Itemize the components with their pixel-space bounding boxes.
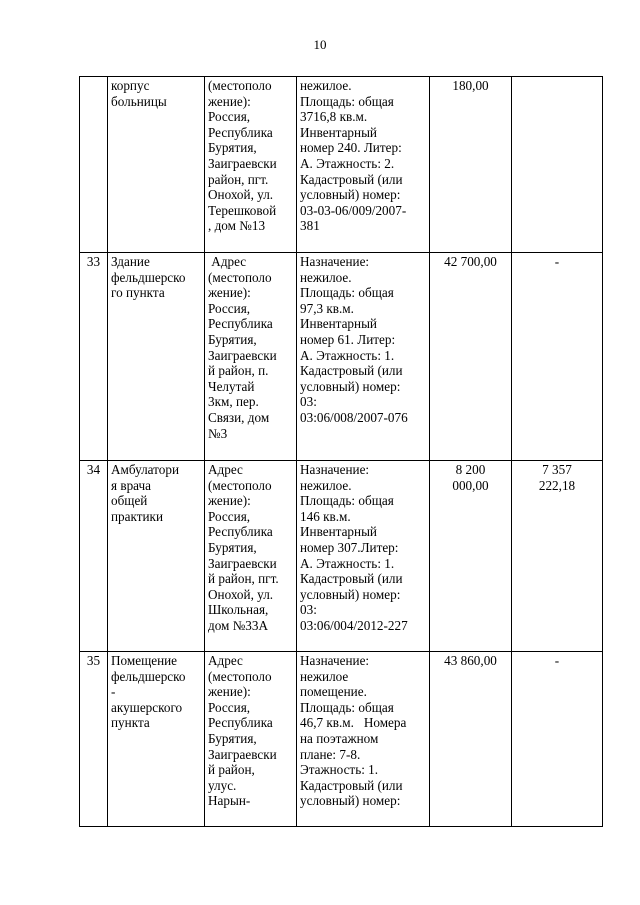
description-cell: Назначение: нежилое помещение. Площадь: общая 46,7 кв.м. Номера на поэтажном плане: 7-8. Этажность: 1. Кадастровый (или условный) номер:: [297, 652, 430, 827]
row-number-cell: 33: [80, 253, 108, 461]
residual-value-cell: -: [512, 652, 603, 827]
object-name-cell: Здание фельдшерско го пункта: [108, 253, 205, 461]
row-number-cell: 35: [80, 652, 108, 827]
table-row: [80, 253, 603, 461]
address-cell: Адрес (местополо жение): Россия, Республика Бурятия, Заиграевски й район, п. Челутай 3км, пер. Связи, дом №3: [205, 253, 297, 461]
residual-value-cell: [512, 77, 603, 253]
row-number-cell: 34: [80, 461, 108, 652]
page-number: 10: [313, 37, 327, 52]
address-cell: (местополо жение): Россия, Республика Бурятия, Заиграевски район, пгт. Онохой, ул. Терешковой , дом №13: [205, 77, 297, 253]
object-name-cell: Помещение фельдшерско - акушерского пункта: [108, 652, 205, 827]
table-row: [80, 461, 603, 652]
description-cell: Назначение: нежилое. Площадь: общая 97,3 кв.м. Инвентарный номер 61. Литер: А. Этажность: 1. Кадастровый (или условный) номер: 03: 03:06/008/2007-076: [297, 253, 430, 461]
residual-value-cell: 7 357 222,18: [512, 461, 603, 652]
description-cell: нежилое. Площадь: общая 3716,8 кв.м. Инвентарный номер 240. Литер: А. Этажность: 2. Кадастровый (или условный) номер: 03-03-06/009/2007- 381: [297, 77, 430, 253]
balance-value-cell: 43 860,00: [430, 652, 512, 827]
residual-value-cell: -: [512, 253, 603, 461]
table-row: [80, 652, 603, 827]
balance-value-cell: 42 700,00: [430, 253, 512, 461]
balance-value-cell: 8 200 000,00: [430, 461, 512, 652]
object-name-cell: Амбулатори я врача общей практики: [108, 461, 205, 652]
address-cell: Адрес (местополо жение): Россия, Республика Бурятия, Заиграевски й район, улус. Нарын-: [205, 652, 297, 827]
property-registry-table: [79, 76, 603, 827]
row-number-cell: [80, 77, 108, 253]
balance-value-cell: 180,00: [430, 77, 512, 253]
table-row: [80, 77, 603, 253]
object-name-cell: корпус больницы: [108, 77, 205, 253]
description-cell: Назначение: нежилое. Площадь: общая 146 кв.м. Инвентарный номер 307.Литер: А. Этажность: 1. Кадастровый (или условный) номер: 03: 03:06/004/2012-227: [297, 461, 430, 652]
address-cell: Адрес (местополо жение): Россия, Республика Бурятия, Заиграевски й район, пгт. Онохой, ул. Школьная, дом №33А: [205, 461, 297, 652]
